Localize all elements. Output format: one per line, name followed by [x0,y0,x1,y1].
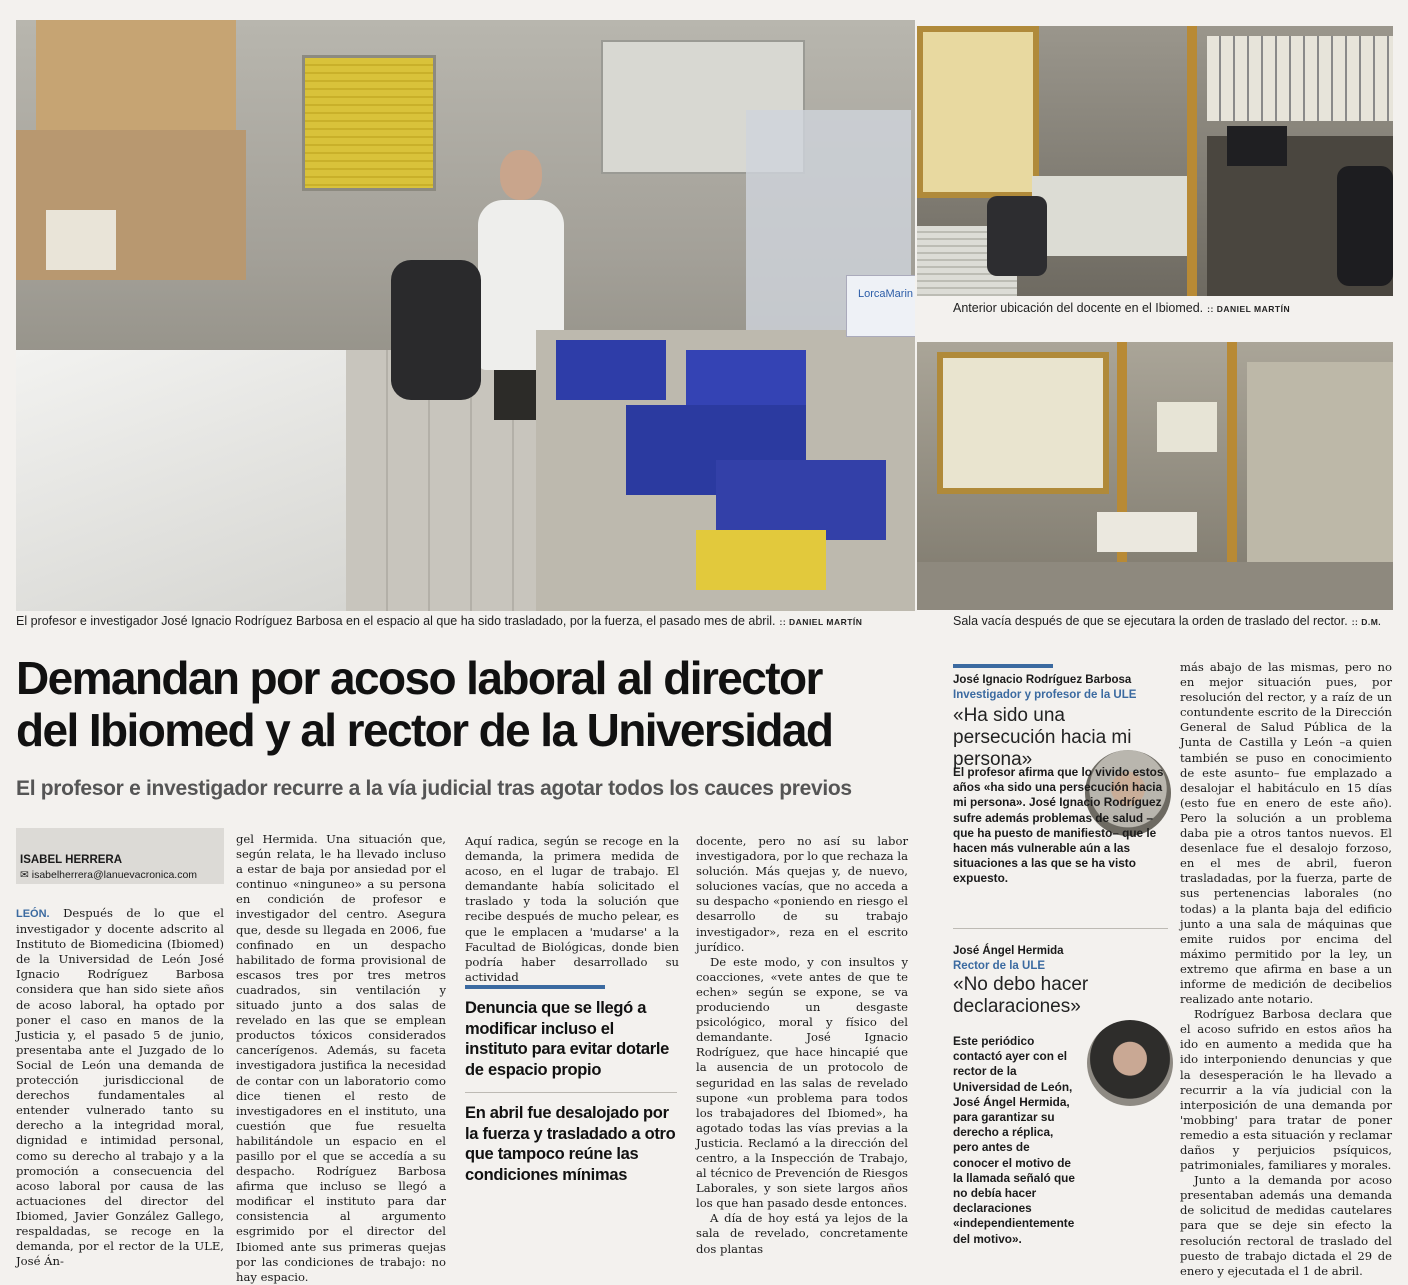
article-column-4 [696,834,908,1257]
caption-text: El profesor e investigador José Ignacio Rodríguez Barbosa en el espacio al que ha sido trasladado, por la fuerza, el pasado mes de abril. [16,614,776,628]
caption-credit: :: DANIEL MARTÍN [779,617,863,627]
paragraph: Después de lo que el investigador y docente adscrito al Instituto de Biomedicina (Ibiomed) de la Universidad de León José Ignacio Rodríguez Barbosa considera que han sido siete años de acoso laboral, ha optado por poner el caso en manos de la Justicia y, el pasado 5 de junio, presentaba ante el Juzgado de lo Social de León una demanda de protección jurisdiccional de derechos fundamentales al entender vulnerado tanto su derecho a la integridad moral, dignidad e intimidad personal, como su derecho al trabajo y a la promoción a consecuencia del acoso laboral por causa de las actuaciones del director del Ibiomed, Javier González Gallego, respaldadas, se recoge en la demanda, por el rector de la ULE, José Án- [16,906,225,1269]
bottom-right-photo-caption [953,614,1381,628]
sidebar-quote-2: «No debo hacer declaraciones» [953,974,1089,1017]
mail-icon: ✉ [20,869,29,881]
sidebar-quote-1: «Ha sido una persecución hacia mi persona» [953,705,1132,770]
dateline: LEÓN. [16,908,50,920]
pullquote-divider [465,1092,677,1093]
sidebar-rule-1 [953,664,1053,668]
caption-credit: :: D.M. [1351,617,1382,627]
paragraph: De este modo, y con insultos y coacciones, «vete antes de que te echen» según se expone, se va produciendo un desgaste psicológico, moral y físico del demandante. José Ignacio Rodríguez, que hace hincapié que la ausencia de un protocolo de seguridad en las salas de revelado supone «un problema para todos los trabajadores del Ibiomed», ha agotado todas las vías previas a la Justicia. Reclamó a la dirección del centro, a la Inspección de Trabajo, al técnico de Prevención de Riesgos Laborales, y son siete largos años los que han pasado desde entonces. [696,954,908,1211]
caption-credit: :: DANIEL MARTÍN [1207,304,1291,314]
caption-text: Anterior ubicación del docente en el Ibiomed. [953,301,1204,315]
box-label: LorcaMarin [858,288,914,300]
article-column-3 [465,834,679,985]
headline [16,652,916,756]
paragraph: Aquí radica, según se recoge en la demanda, la primera medida de acoso, en el lugar de trabajo. El demandante había solicitado el traslado y toda la solución que recibe después de mucho pelear, es que le emplacen a 'mudarse' a la Facultad de Biológicas, donde bien podría haber desarrollado su actividad [465,834,679,984]
paragraph: A día de hoy está ya lejos de la sala de revelado, concretamente dos plantas [696,1211,908,1256]
caption-text: Sala vacía después de que se ejecutara la orden de traslado del rector. [953,614,1348,628]
sidebar-role-1: Investigador y profesor de la ULE [953,689,1137,701]
top-right-photo [917,26,1393,296]
paragraph: docente, pero no así su labor investigadora, por lo que rechaza la solución. Más quejas y, de nuevo, soluciones vacías, que no acceda a su despacho «poniendo en riesgo el desarrollo de su trabajo investigador», reza en el escrito jurídico. [696,834,908,954]
sidebar-divider [953,928,1168,929]
article-column-5 [1180,660,1392,1279]
pullquote-rule-1 [465,985,605,989]
portrait-hermida [1087,1020,1173,1106]
sidebar-text-1: El profesor afirma que lo vivido estos años «ha sido una persecución hacia mi persona». José Ignacio Rodríguez sufre además problemas de salud –que ha puesto de manifiesto– que le hacen más vulnerable aún a las situaciones a las que se ha visto expuesto. [953,765,1164,886]
top-right-photo-caption [953,301,1290,315]
main-photo-caption [16,614,862,628]
main-photo [16,20,915,611]
article-column-2 [236,832,446,1285]
byline-email-text: isabelherrera@lanuevacronica.com [31,869,198,881]
paragraph: Rodríguez Barbosa declara que el acoso sufrido en estos años ha ido en aumento a medida que ha ido interponiendo denuncias y que la desesperación le ha llevado a recurrir a la vía judicial con la interposición de una demanda por 'mobbing' para tratar de poner remedio a esta situación y reclamar daños y perjuicios psíquicos, patrimoniales, familiares y morales. [1180,1007,1392,1173]
headline-line-2: del Ibiomed y al rector de la Universidad [16,704,833,756]
paragraph: gel Hermida. Una situación que, según relata, le ha llevado incluso a estar de baja por ansiedad por el continuo «ninguneo» a su persona en condición de profesor e investigador del centro. Asegura que, desde su llegada en 2006, fue confinado en un despacho habilitado de forma provisional de escasos tres por tres metros cuadrados, sin ventilación y situado junto a dos salas de revelado en las que se emplean productos tóxicos considerados cancerígenos. Además, su faceta investigadora justifica la necesidad de contar con un laboratorio como dice tienen el resto de investigadores en el instituto, una cuestión que fue resuelta habilitándole un espacio en el pasillo por el que se accedía a su despacho. Rodríguez Barbosa afirma que incluso se llegó a modificar el instituto para dar consistencia al argumento esgrimido por el director del Ibiomed ante sus primeras quejas por las condiciones de trabajo: no hay espacio. [236,832,446,1284]
sidebar-text-2: Este periódico contactó ayer con el rector de la Universidad de León, José Ángel Hermida, para garantizar su derecho a réplica, pero antes de conocer el motivo de la llamada señaló que no debía hacer declaraciones «independientemente del motivo». [953,1034,1075,1246]
sidebar-role-2: Rector de la ULE [953,960,1046,972]
byline-name: ISABEL HERRERA [20,854,123,866]
bottom-right-photo [917,342,1393,610]
pullquote-1: Denuncia que se llegó a modificar incluso el instituto para evitar dotarle de espacio propio [465,999,670,1079]
subheadline: El profesor e investigador recurre a la vía judicial tras agotar todos los cauces previos [16,777,852,800]
sidebar-name-1: José Ignacio Rodríguez Barbosa [953,674,1132,686]
paragraph: más abajo de las mismas, pero no en mejor situación pues, por resolución del rector, y a raíz de un contundente escrito de la Dirección General de Salud Pública de la Junta de Castilla y León –a quien también se puso en conocimiento de este asunto– fue emplazado a desalojar el habitáculo en 15 días (esto fue en enero de este año). Pero la solución a un problema daba pie a otros tantos nuevos. El desenlace fue el desalojo forzoso, en el mes de abril, fueron trasladadas, por la fuerza, parte de sus pertenencias laborales (no todas) a la planta baja del edificio junto a una sala de máquinas que emite ruidos por encima del máximo permitido por la ley, un extremo que afirma en base a un informe de medición de decibelios realizado ante notario. [1180,660,1392,1007]
article-column-1 [16,906,224,1269]
byline-email [20,869,197,881]
sidebar-name-2: José Ángel Hermida [953,945,1064,957]
headline-line-1: Demandan por acoso laboral al director [16,652,822,704]
pullquote-2: En abril fue desalojado por la fuerza y trasladado a otro que tampoco reúne las condiciones mínimas [465,1104,676,1184]
paragraph: Junto a la demanda por acoso presentaban además una demanda de solicitud de medidas cautelares para que se deje sin efecto la resolución rectoral de traslado del puesto de trabajo dictada el 29 de enero y ejecutada el 1 de abril. [1180,1173,1392,1278]
